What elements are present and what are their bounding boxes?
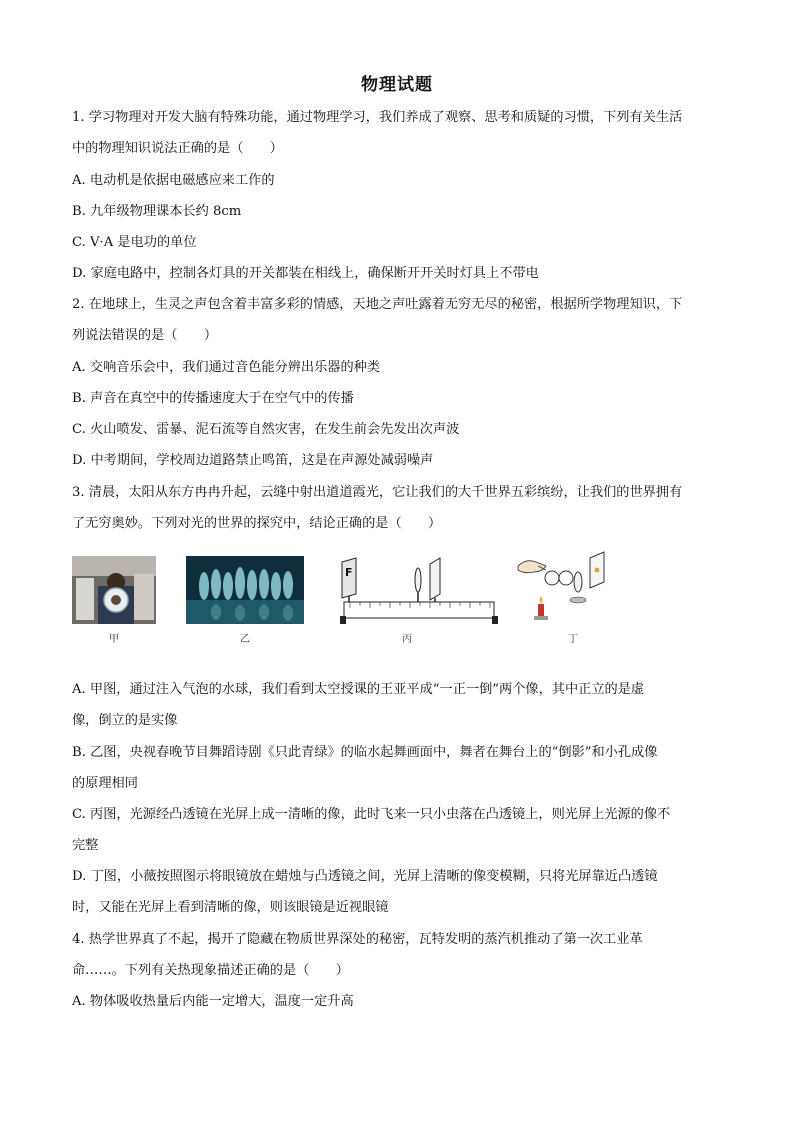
figure-ding-glasses-experiment <box>516 548 608 622</box>
question-1-option-b: B. 九年级物理课本长约 8cm <box>72 204 242 219</box>
figure-bing-optical-bench <box>336 554 502 624</box>
question-3-option-a: A. 甲图，通过注入气泡的水球，我们看到太空授课的王亚平成“一正一倒”两个像，其中正立的是虚 <box>72 682 645 697</box>
question-3-option-a-cont: 像，倒立的是实像 <box>72 713 178 728</box>
question-3-option-b-cont: 的原理相同 <box>72 776 138 791</box>
figure-bing-screen-letter: F <box>345 566 353 579</box>
question-4-option-a: A. 物体吸收热量后内能一定增大，温度一定升高 <box>72 994 354 1009</box>
question-3-option-b: B. 乙图，央视春晚节目舞蹈诗剧《只此青绿》的临水起舞画面中，舞者在舞台上的“倒影”和小孔成像 <box>72 745 658 760</box>
question-2-stem-cont: 列说法错误的是（ ） <box>72 328 218 343</box>
question-1-option-a: A. 电动机是依据电磁感应来工作的 <box>72 173 275 188</box>
question-1-option-d: D. 家庭电路中，控制各灯具的开关都装在相线上，确保断开开关时灯具上不带电 <box>72 266 539 281</box>
question-1-stem-cont: 中的物理知识说法正确的是（ ） <box>72 141 283 156</box>
question-2-option-c: C. 火山喷发、雷暴、泥石流等自然灾害，在发生前会先发出次声波 <box>72 422 460 437</box>
question-1-option-c: C. V·A 是电功的单位 <box>72 235 197 250</box>
question-2-stem: 2. 在地球上，生灵之声包含着丰富多彩的情感，天地之声吐露着无穷无尽的秘密，根据所学物理知识，下 <box>72 297 683 312</box>
question-4-stem-cont: 命……。下列有关热现象描述正确的是（ ） <box>72 963 349 978</box>
question-2-option-a: A. 交响音乐会中，我们通过音色能分辨出乐器的种类 <box>72 360 381 375</box>
figure-label-bing: 丙 <box>402 634 412 645</box>
question-2-option-b: B. 声音在真空中的传播速度大于在空气中的传播 <box>72 391 354 406</box>
figure-label-ding: 丁 <box>568 634 578 645</box>
question-3-stem: 3. 清晨，太阳从东方冉冉升起，云缝中射出道道霞光，它让我们的大千世界五彩缤纷，让我们的世界拥有 <box>72 485 683 500</box>
question-4-stem: 4. 热学世界真了不起，揭开了隐藏在物质世界深处的秘密，瓦特发明的蒸汽机推动了第一次工业革 <box>72 932 643 947</box>
figure-yi-dance-photo <box>186 556 304 624</box>
figure-jia-water-ball-photo <box>72 556 156 624</box>
question-3-option-d-cont: 时，又能在光屏上看到清晰的像，则该眼镜是近视眼镜 <box>72 900 389 915</box>
figure-label-yi: 乙 <box>240 634 250 645</box>
question-3-option-d: D. 丁图，小薇按照图示将眼镜放在蜡烛与凸透镜之间，光屏上清晰的像变模糊，只将光屏靠近凸透镜 <box>72 869 658 884</box>
question-3-option-c: C. 丙图，光源经凸透镜在光屏上成一清晰的像，此时飞来一只小虫落在凸透镜上，则光屏上光源的像不 <box>72 807 671 822</box>
question-2-option-d: D. 中考期间，学校周边道路禁止鸣笛，这是在声源处减弱噪声 <box>72 453 434 468</box>
question-3-stem-cont: 了无穷奥妙。下列对光的世界的探究中，结论正确的是（ ） <box>72 516 442 531</box>
page-title: 物理试题 <box>361 75 433 95</box>
question-1-stem: 1. 学习物理对开发大脑有特殊功能，通过物理学习，我们养成了观察、思考和质疑的习惯，下列有关生活 <box>72 110 683 125</box>
figure-label-jia: 甲 <box>109 634 119 645</box>
question-3-option-c-cont: 完整 <box>72 838 99 853</box>
